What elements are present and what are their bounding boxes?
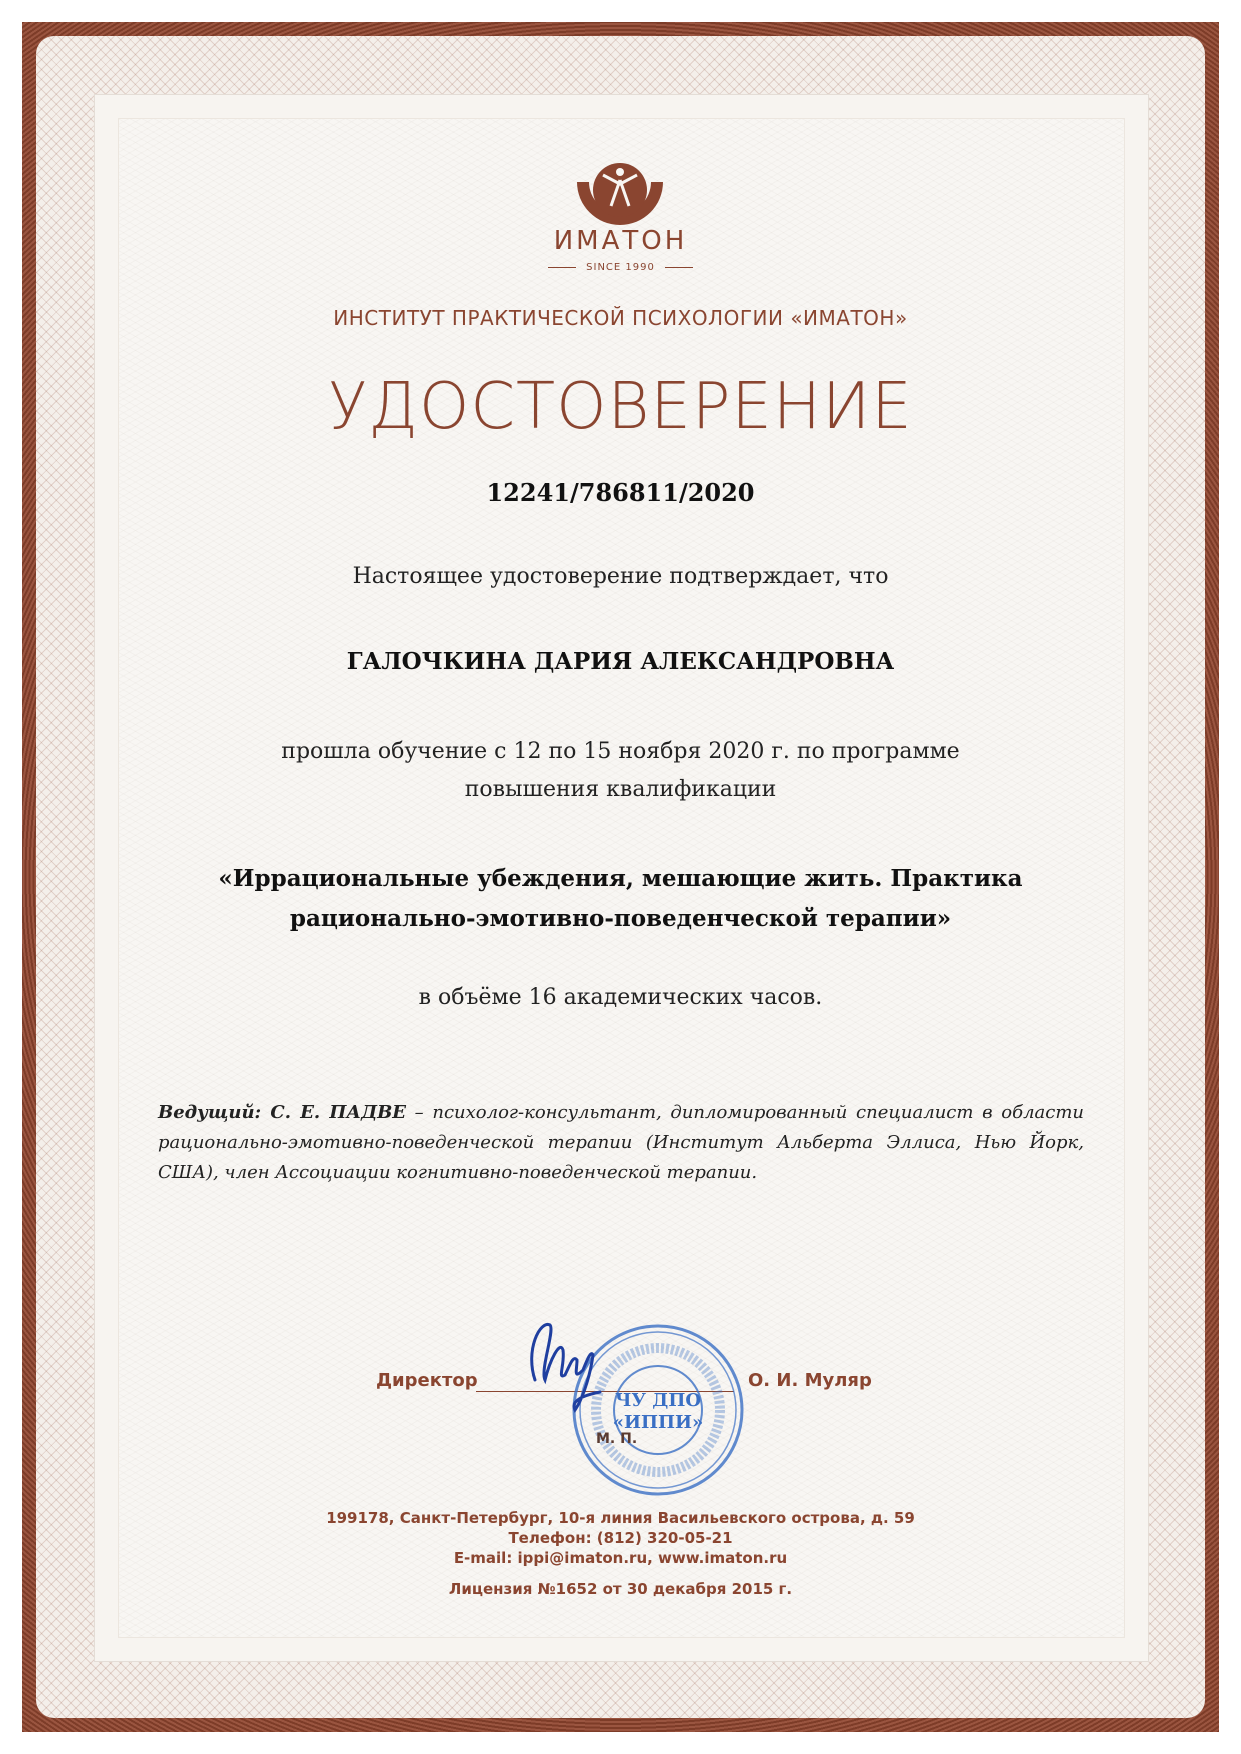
address-text: 199178, Санкт-Петербург, 10-я линия Васильевского острова, д. 59 [326, 1509, 915, 1527]
since-label [0, 262, 1241, 273]
course-hours: в объёме 16 академических часов. [418, 985, 823, 1010]
contact-info [0, 1508, 1241, 1568]
course-line: прошла обучение с 12 по 15 ноября 2020 г. по программе [281, 739, 960, 764]
document-title: УДОСТОВЕРЕНИЕ [328, 370, 913, 444]
svg-text:ЧУ ДПО: ЧУ ДПО [615, 1390, 701, 1411]
phone-text: Телефон: (812) 320-05-21 [508, 1529, 733, 1547]
institute-name: ИНСТИТУТ ПРАКТИЧЕСКОЙ ПСИХОЛОГИИ «ИМАТОН» [333, 306, 908, 330]
director-name: О. И. Муляр [748, 1370, 872, 1391]
since-text: SINCE 1990 [586, 262, 655, 273]
divider [548, 267, 576, 268]
brand-name: ИМАТОН [553, 226, 688, 256]
lecturer-label: Ведущий: С. Е. ПАДВЕ [158, 1102, 407, 1123]
license-text: Лицензия №1652 от 30 декабря 2015 г. [448, 1580, 793, 1598]
signature-icon [515, 1310, 615, 1420]
divider [665, 267, 693, 268]
course-line: повышения квалификации [464, 777, 777, 802]
course-description [0, 733, 1241, 809]
recipient-name: ГАЛОЧКИНА ДАРИЯ АЛЕКСАНДРОВНА [346, 648, 895, 675]
director-label: Директор [376, 1370, 478, 1391]
svg-text:«ИППИ»: «ИППИ» [612, 1412, 704, 1433]
program-line: «Иррациональные убеждения, мешающие жить. Практика [218, 865, 1023, 892]
seal-mark: М. П. [596, 1431, 638, 1447]
program-title [0, 859, 1241, 939]
confirmation-text: Настоящее удостоверение подтверждает, что [352, 564, 889, 589]
program-line: рационально-эмотивно-поведенческой терапии» [289, 905, 952, 932]
email-text: E-mail: ippi@imaton.ru, www.imaton.ru [453, 1549, 788, 1567]
certificate-number: 12241/786811/2020 [486, 478, 755, 507]
lecturer-description: – психолог-консультант, дипломированный специалист в области рационально-эмотивно-поведенческой терапии (Институт Альберта Эллиса, Нью Йорк, США), член Ассоциации когнитивно-поведенческой терапии. [158, 1102, 1085, 1183]
lecturer-info [158, 1098, 1084, 1188]
